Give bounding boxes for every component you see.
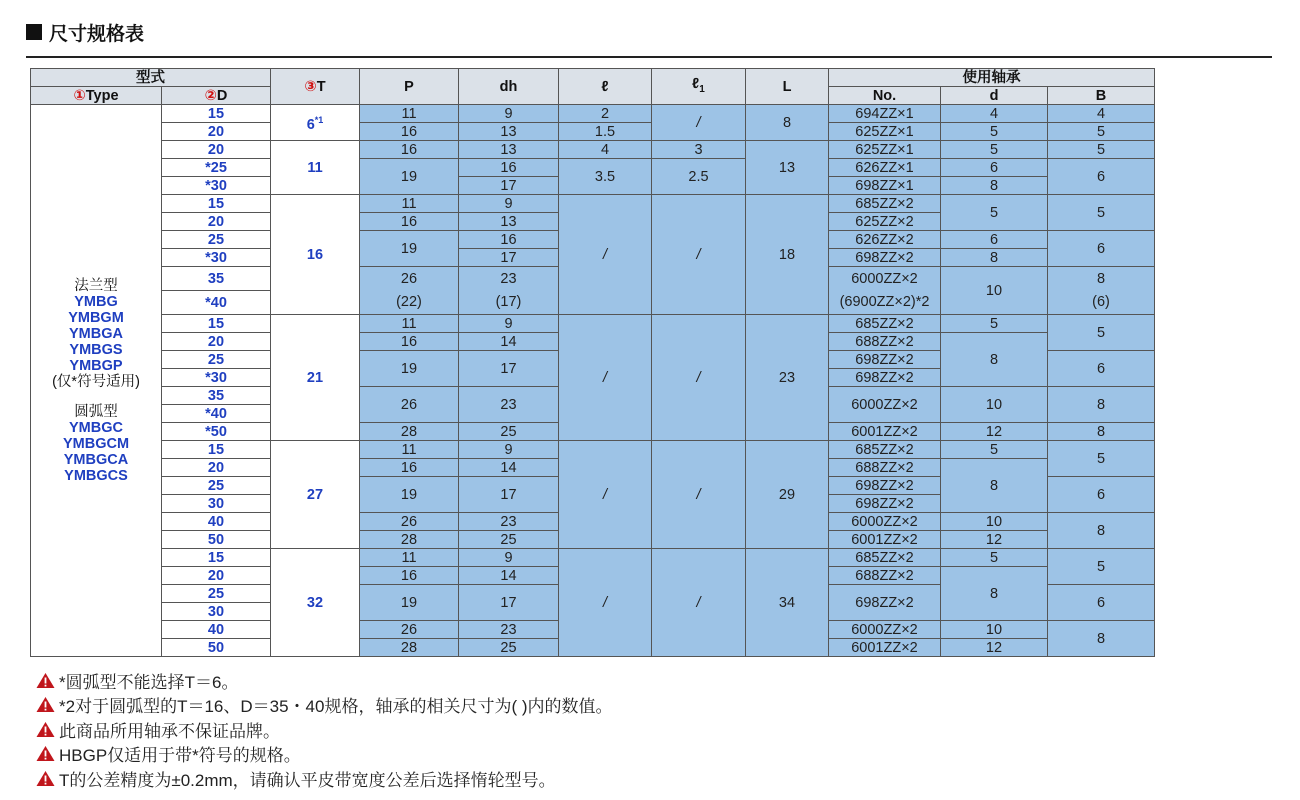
dh-value: 14	[459, 459, 559, 477]
L-value: 8	[746, 105, 829, 141]
d-value: 35	[162, 267, 271, 291]
bearing-d: 5	[941, 315, 1048, 333]
dh-value: 16	[459, 231, 559, 249]
dh-value: 14	[459, 333, 559, 351]
d-value: 25	[162, 585, 271, 603]
d-value: 30	[162, 495, 271, 513]
bearing-d: 8	[941, 333, 1048, 387]
d-value: *40	[162, 405, 271, 423]
type-group-header: 型式	[31, 69, 271, 87]
warning-triangle-icon	[36, 696, 55, 713]
d-value: 20	[162, 141, 271, 159]
bearing-d: 8	[941, 177, 1048, 195]
bearing-no: 698ZZ×2	[829, 369, 941, 387]
header-divider	[26, 56, 1272, 58]
warning-triangle-icon	[36, 721, 55, 738]
bearing-no: 6001ZZ×2	[829, 423, 941, 441]
d-value: 20	[162, 567, 271, 585]
l-value: 4	[559, 141, 652, 159]
d-value: 20	[162, 123, 271, 141]
bearing-b: 5	[1048, 123, 1155, 141]
d-value: 15	[162, 315, 271, 333]
dh-value: 17	[459, 477, 559, 513]
bearing-no: 6000ZZ×2	[829, 387, 941, 423]
section-header	[26, 18, 144, 46]
d-value: 15	[162, 195, 271, 213]
warning-triangle-icon	[36, 745, 55, 762]
dh-value: 14	[459, 567, 559, 585]
note-item	[36, 668, 613, 693]
note-text: 此商品所用轴承不保证品牌。	[59, 721, 280, 741]
dh-value: 17	[459, 249, 559, 267]
bearing-no: 698ZZ×1	[829, 177, 941, 195]
p-value: 19	[360, 159, 459, 195]
d-value: 50	[162, 639, 271, 657]
dh-value: 16	[459, 159, 559, 177]
bearing-d: 8	[941, 459, 1048, 513]
l1-value: /	[652, 441, 746, 549]
bearing-d: 6	[941, 231, 1048, 249]
l-value: 2	[559, 105, 652, 123]
dh-value: 25	[459, 639, 559, 657]
p-value: 11	[360, 441, 459, 459]
bearing-no: 625ZZ×1	[829, 141, 941, 159]
d-value: 25	[162, 477, 271, 495]
p-value: 26	[360, 267, 459, 291]
bearing-b: 4	[1048, 105, 1155, 123]
l-value: 3.5	[559, 159, 652, 195]
note-item	[36, 766, 613, 791]
l-value: /	[559, 441, 652, 549]
bearing-d: 10	[941, 267, 1048, 315]
d-value: *30	[162, 369, 271, 387]
bearing-d: 10	[941, 621, 1048, 639]
l1-value: /	[652, 315, 746, 441]
bearing-no: 688ZZ×2	[829, 333, 941, 351]
bearing-d: 8	[941, 567, 1048, 621]
bearing-b: 5	[1048, 195, 1155, 231]
dh-value: 13	[459, 123, 559, 141]
t-value: 11	[271, 141, 360, 195]
bearing-b: 8	[1048, 387, 1155, 423]
l-value: 1.5	[559, 123, 652, 141]
dh-value: 23	[459, 513, 559, 531]
l-value: /	[559, 549, 652, 657]
d-value: 20	[162, 459, 271, 477]
bearing-d: 5	[941, 549, 1048, 567]
p-value: 26	[360, 387, 459, 423]
bearing-b: 8	[1048, 423, 1155, 441]
type-header: ①Type	[31, 87, 162, 105]
p-header: P	[360, 69, 459, 105]
bearing-d: 12	[941, 531, 1048, 549]
L-value: 34	[746, 549, 829, 657]
d-value: 15	[162, 105, 271, 123]
d-value: 40	[162, 621, 271, 639]
bearing-no: (6900ZZ×2)*2	[829, 291, 941, 315]
bearing-d: 10	[941, 513, 1048, 531]
d-value: 25	[162, 231, 271, 249]
bearing-no: 698ZZ×2	[829, 477, 941, 495]
bearing-no: 698ZZ×2	[829, 495, 941, 513]
l-header: ℓ	[559, 69, 652, 105]
bearing-b: (6)	[1048, 291, 1155, 315]
l1-value: 3	[652, 141, 746, 159]
bearing-no: 6001ZZ×2	[829, 639, 941, 657]
black-square-icon	[26, 24, 42, 40]
dh-value: 17	[459, 351, 559, 387]
bearing-b: 5	[1048, 141, 1155, 159]
bearing-d: 5	[941, 195, 1048, 231]
bearing-no-header: No.	[829, 87, 941, 105]
bearing-d: 12	[941, 423, 1048, 441]
bearing-no: 626ZZ×1	[829, 159, 941, 177]
p-value: 11	[360, 315, 459, 333]
bearing-no: 694ZZ×1	[829, 105, 941, 123]
p-value: 11	[360, 195, 459, 213]
note-item	[36, 693, 613, 718]
bearing-no: 6001ZZ×2	[829, 531, 941, 549]
bearing-no: 688ZZ×2	[829, 567, 941, 585]
dimension-spec-table	[30, 68, 1155, 657]
bearing-no: 6000ZZ×2	[829, 267, 941, 291]
dh-value: 17	[459, 585, 559, 621]
d-value: 50	[162, 531, 271, 549]
bearing-no: 626ZZ×2	[829, 231, 941, 249]
d-value: 35	[162, 387, 271, 405]
bearing-no: 685ZZ×2	[829, 195, 941, 213]
bearing-no: 688ZZ×2	[829, 459, 941, 477]
p-value: 16	[360, 459, 459, 477]
p-value: 28	[360, 423, 459, 441]
dh-value: (17)	[459, 291, 559, 315]
note-text: *2对于圆弧型的T＝16、D＝35・40规格，轴承的相关尺寸为( )内的数值。	[59, 697, 613, 717]
dh-value: 13	[459, 141, 559, 159]
d-value: 20	[162, 213, 271, 231]
dh-value: 23	[459, 387, 559, 423]
t-header: ③T	[271, 69, 360, 105]
dh-header: dh	[459, 69, 559, 105]
bearing-no: 698ZZ×2	[829, 351, 941, 369]
t-value: 6$^{*1}$	[271, 105, 360, 141]
bearing-no: 625ZZ×1	[829, 123, 941, 141]
type-cell: 法兰型 YMBG YMBGM YMBGA YMBGS YMBGP (仅*符号适用) 圆弧型 YMBGC YMBGCM YMBGCA YMBGCS	[31, 105, 162, 657]
dh-value: 9	[459, 195, 559, 213]
L-value: 29	[746, 441, 829, 549]
p-value: 19	[360, 231, 459, 267]
bearing-b: 6	[1048, 231, 1155, 267]
p-value: 16	[360, 333, 459, 351]
warning-triangle-icon	[36, 672, 55, 689]
bearing-d: 4	[941, 105, 1048, 123]
d-value: *25	[162, 159, 271, 177]
bearing-d: 8	[941, 249, 1048, 267]
bearing-b: 6	[1048, 477, 1155, 513]
d-value: 15	[162, 549, 271, 567]
d-header: ②D	[162, 87, 271, 105]
bearing-b-header: B	[1048, 87, 1155, 105]
bearing-no: 625ZZ×2	[829, 213, 941, 231]
dh-value: 9	[459, 105, 559, 123]
bearing-b: 8	[1048, 621, 1155, 657]
L-value: 18	[746, 195, 829, 315]
p-value: 28	[360, 639, 459, 657]
L-value: 23	[746, 315, 829, 441]
l-value: /	[559, 195, 652, 315]
d-value: 30	[162, 603, 271, 621]
note-text: T的公差精度为±0.2mm，请确认平皮带宽度公差后选择惰轮型号。	[59, 770, 556, 790]
p-value: 11	[360, 105, 459, 123]
t-value: 27	[271, 441, 360, 549]
d-value: 20	[162, 333, 271, 351]
bearing-d: 10	[941, 387, 1048, 423]
bearing-b: 6	[1048, 585, 1155, 621]
dh-value: 25	[459, 531, 559, 549]
d-value: *30	[162, 177, 271, 195]
p-value: 26	[360, 513, 459, 531]
dh-value: 17	[459, 177, 559, 195]
dh-value: 9	[459, 441, 559, 459]
p-value: 19	[360, 585, 459, 621]
p-value: 16	[360, 123, 459, 141]
t-value: 21	[271, 315, 360, 441]
p-value: 19	[360, 477, 459, 513]
note-item	[36, 717, 613, 742]
bearing-d: 6	[941, 159, 1048, 177]
bearing-no: 6000ZZ×2	[829, 513, 941, 531]
p-value: 11	[360, 549, 459, 567]
warning-triangle-icon	[36, 770, 55, 787]
p-value: 19	[360, 351, 459, 387]
bearing-d: 5	[941, 141, 1048, 159]
bearing-b: 5	[1048, 441, 1155, 477]
bearing-d: 12	[941, 639, 1048, 657]
d-value: *40	[162, 291, 271, 315]
l1-header: ℓ$_1$	[652, 69, 746, 105]
note-item	[36, 742, 613, 767]
bearing-b: 6	[1048, 159, 1155, 195]
dh-value: 23	[459, 621, 559, 639]
bearing-d: 5	[941, 441, 1048, 459]
note-text: HBGP仅适用于带*符号的规格。	[59, 746, 301, 766]
t-value: 32	[271, 549, 360, 657]
bearing-b: 5	[1048, 315, 1155, 351]
dh-value: 9	[459, 549, 559, 567]
L-value: 13	[746, 141, 829, 195]
p-value: 16	[360, 141, 459, 159]
dh-value: 23	[459, 267, 559, 291]
d-value: *30	[162, 249, 271, 267]
t-value: 16	[271, 195, 360, 315]
p-value: 28	[360, 531, 459, 549]
dh-value: 25	[459, 423, 559, 441]
bearing-no: 6000ZZ×2	[829, 621, 941, 639]
bearing-b: 8	[1048, 267, 1155, 291]
notes-list	[36, 668, 613, 791]
note-text: *圆弧型不能选择T＝6。	[59, 672, 239, 692]
bearing-b: 6	[1048, 351, 1155, 387]
bearing-group-header: 使用轴承	[829, 69, 1155, 87]
l1-value: /	[652, 549, 746, 657]
dh-value: 13	[459, 213, 559, 231]
d-value: 15	[162, 441, 271, 459]
d-value: 40	[162, 513, 271, 531]
bearing-no: 685ZZ×2	[829, 549, 941, 567]
bearing-no: 698ZZ×2	[829, 249, 941, 267]
bearing-b: 5	[1048, 549, 1155, 585]
bearing-b: 8	[1048, 513, 1155, 549]
d-value: 25	[162, 351, 271, 369]
p-value: 16	[360, 567, 459, 585]
bearing-d-header: d	[941, 87, 1048, 105]
bearing-no: 685ZZ×2	[829, 441, 941, 459]
bearing-d: 5	[941, 123, 1048, 141]
l-value: /	[559, 315, 652, 441]
p-value: (22)	[360, 291, 459, 315]
bearing-no: 685ZZ×2	[829, 315, 941, 333]
l1-value: /	[652, 105, 746, 141]
dh-value: 9	[459, 315, 559, 333]
p-value: 26	[360, 621, 459, 639]
l1-value: 2.5	[652, 159, 746, 195]
p-value: 16	[360, 213, 459, 231]
L-header: L	[746, 69, 829, 105]
l1-value: /	[652, 195, 746, 315]
d-value: *50	[162, 423, 271, 441]
section-title: 尺寸规格表	[49, 23, 145, 45]
bearing-no: 698ZZ×2	[829, 585, 941, 621]
